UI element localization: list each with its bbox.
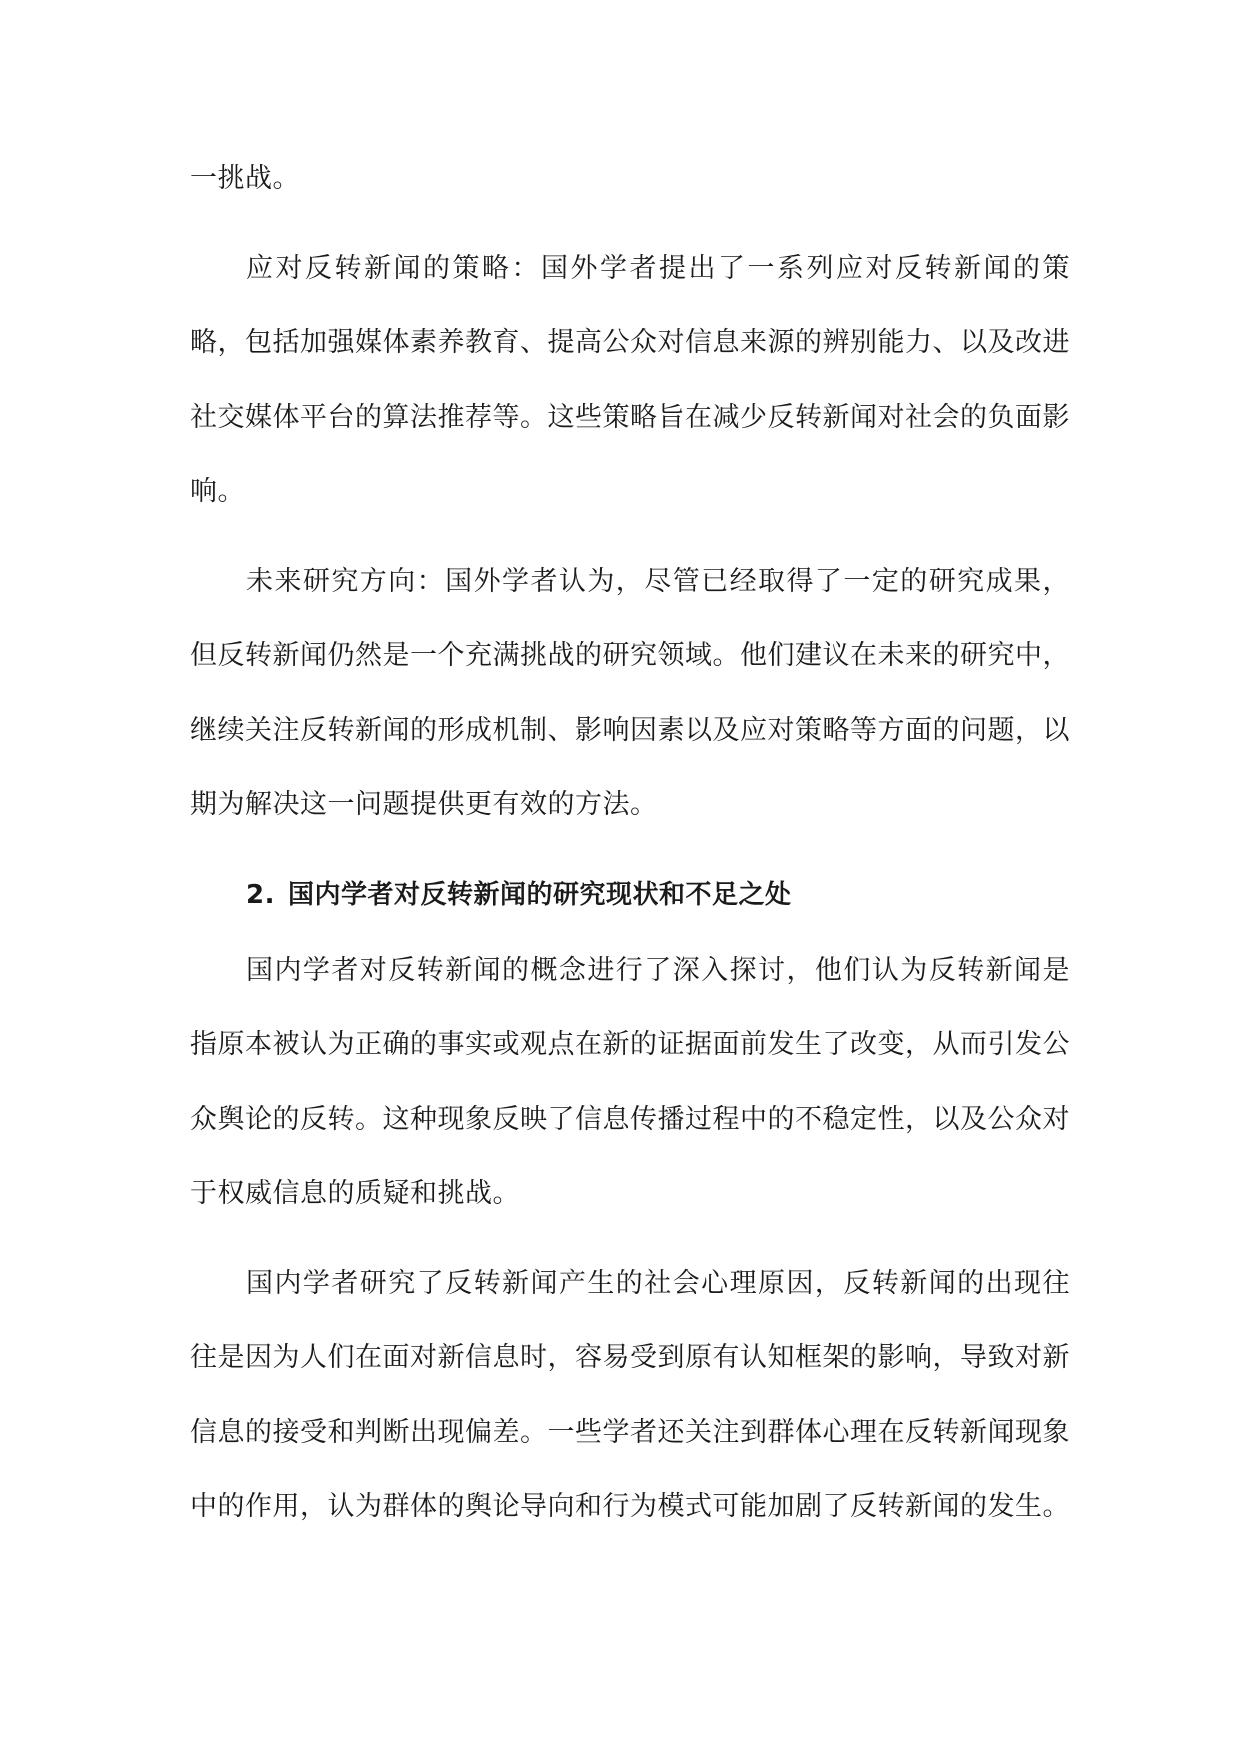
paragraph-continuation: 一挑战。 — [190, 163, 300, 194]
section-number: 2. — [246, 879, 275, 910]
paragraph-concept: 国内学者对反转新闻的概念进行了深入探讨，他们认为反转新闻是指原本被认为正确的事实或观点在新的证据面前发生了改变，从而引发公众舆论的反转。这种现象反映了信息传播过程中的不稳定性，以及公众对于权威信息的质疑和挑战。 — [190, 954, 1070, 1209]
document-page — [190, 142, 1070, 1560]
paragraph-psychology: 国内学者研究了反转新闻产生的社会心理原因，反转新闻的出现往往是因为人们在面对新信息时，容易受到原有认知框架的影响，导致对新信息的接受和判断出现偏差。一些学者还关注到群体心理在反转新闻现象中的作用，认为群体的舆论导向和行为模式可能加剧了反转新闻的发生。 — [190, 1267, 1070, 1522]
paragraph-strategies: 应对反转新闻的策略：国外学者提出了一系列应对反转新闻的策略，包括加强媒体素养教育、提高公众对信息来源的辨别能力、以及改进社交媒体平台的算法推荐等。这些策略旨在减少反转新闻对社会的负面影响。 — [190, 252, 1070, 507]
section-heading — [190, 858, 1070, 932]
paragraph-future-directions: 未来研究方向：国外学者认为，尽管已经取得了一定的研究成果，但反转新闻仍然是一个充满挑战的研究领域。他们建议在未来的研究中，继续关注反转新闻的形成机制、影响因素以及应对策略等方面的问题，以期为解决这一问题提供更有效的方法。 — [190, 565, 1070, 820]
section-title: 国内学者对反转新闻的研究现状和不足之处 — [288, 879, 792, 910]
